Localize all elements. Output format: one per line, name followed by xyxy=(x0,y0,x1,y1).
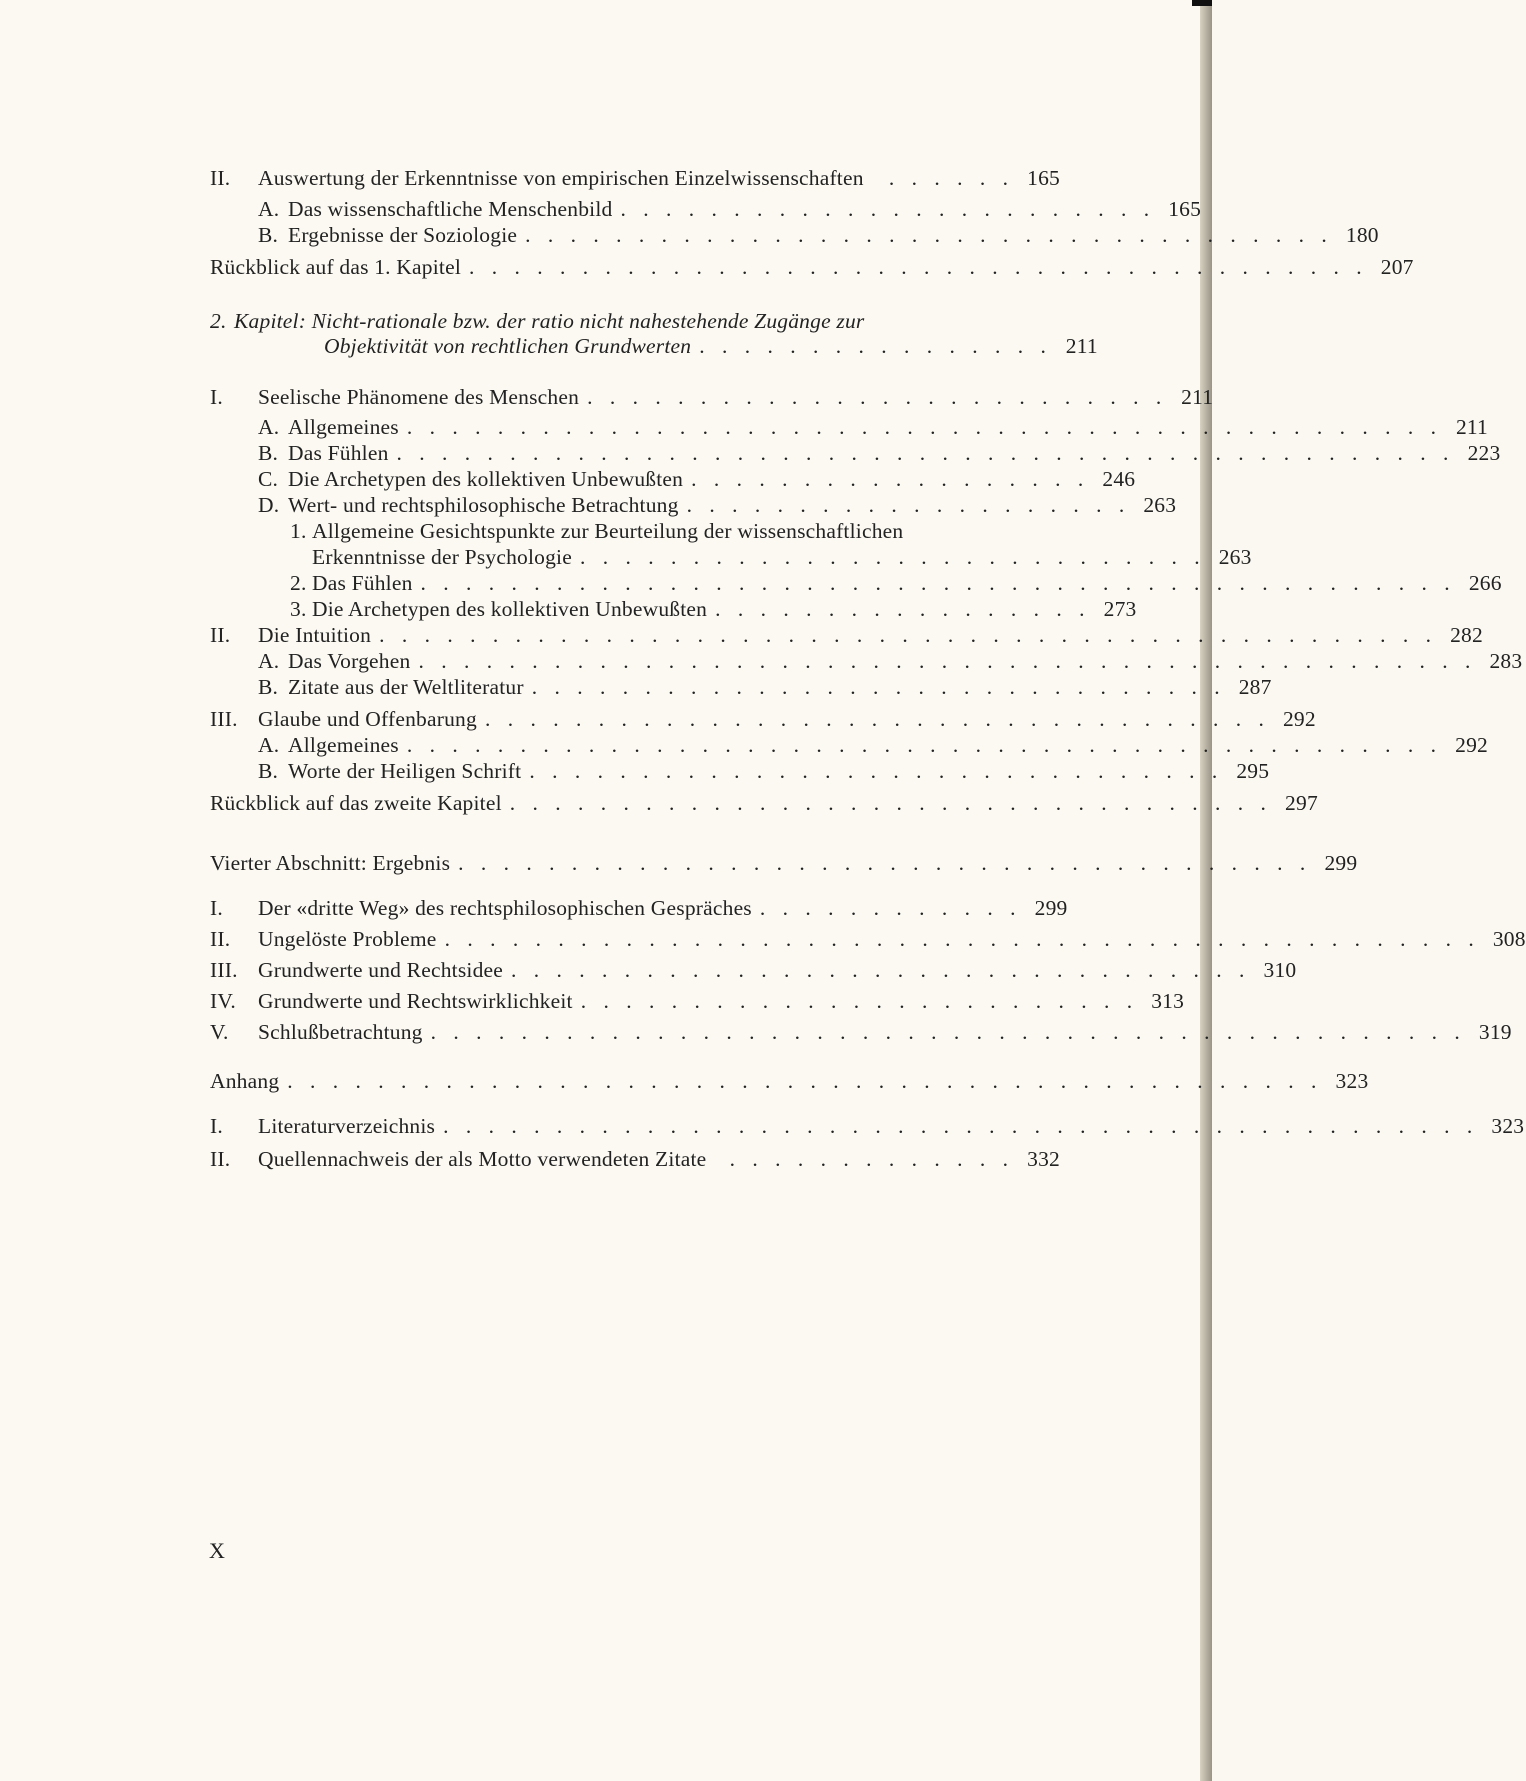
entry-page: 263 xyxy=(1143,493,1177,517)
leader-dots: . . . . . . . . . . . . . . . . . . . . . . . . . . . . . . . . . . xyxy=(509,791,1272,815)
entry-title: Ergebnisse der Soziologie xyxy=(288,223,518,247)
chapter-heading xyxy=(210,308,1060,334)
toc-entry xyxy=(210,622,1483,648)
entry-title: Schlußbetrachtung xyxy=(258,1020,423,1044)
entry-number: II. xyxy=(210,623,231,647)
toc-entry xyxy=(210,895,1068,921)
entry-page: 282 xyxy=(1450,623,1483,647)
entry-title: Grundwerte und Rechtsidee xyxy=(258,958,504,982)
entry-number: A. xyxy=(258,733,280,757)
entry-page: 165 xyxy=(1168,197,1202,221)
leader-dots: . . . . . . . . . . . . . . . . . . xyxy=(691,467,1090,491)
leader-dots: . . . . . . . . . . . . . . . . . . . . . . . . . . . . . . . . . . . . . . . . . . . . . . xyxy=(287,1069,1323,1093)
toc-entry-continued xyxy=(312,544,1252,570)
leader-dots: . . . . . . . . . . . . . . . . . . . . . . . . . . . . . . . . . . . . . . . . . . . . . . xyxy=(420,571,1456,595)
entry-page: 207 xyxy=(1380,255,1414,279)
entry-page: 299 xyxy=(1324,851,1358,875)
entry-number: II. xyxy=(210,1147,231,1171)
entry-number: V. xyxy=(210,1020,229,1044)
entry-page: 211 xyxy=(1065,334,1098,358)
leader-dots: . . . . . . . . . . . . . . . . . . . . . . . . . . . . . . . . . . . . . . . . . . . . . . xyxy=(444,927,1480,951)
leader-dots: . . . . . . . . . . . . . . . . . . . . . . . . . . . . . . . . . . . . . . . . . . . . . . xyxy=(406,733,1442,757)
entry-number: 2. xyxy=(290,571,307,595)
toc-entry xyxy=(258,648,1523,674)
toc-entry xyxy=(210,1113,1525,1139)
entry-title: Glaube und Offenbarung xyxy=(258,707,477,731)
entry-title: Ungelöste Probleme xyxy=(258,927,437,951)
entry-page: 299 xyxy=(1034,896,1068,920)
leader-dots: . . . . . . . . . . . . . . . . . . . . . . . . xyxy=(620,197,1156,221)
entry-page: 319 xyxy=(1478,1020,1512,1044)
leader-dots: . . . . . . . . . . . . . . . . . . . . . . . . . . . . . . . . . . . . . . . . . . . . . . xyxy=(430,1020,1466,1044)
entry-title: Auswertung der Erkenntnisse von empirischen Einzelwissenschaften xyxy=(258,166,864,190)
entry-page: 310 xyxy=(1263,958,1297,982)
leader-dots: . . . . . . . . . . . . . . . . . . . . . . . . . . . . . . . . . . . . . . xyxy=(458,851,1312,875)
toc-entry xyxy=(210,706,1316,732)
entry-page: 266 xyxy=(1468,571,1502,595)
leader-dots: . . . . . . . . . . . . . . . . . . . . . . . . . . . . . . . . . xyxy=(511,958,1251,982)
entry-title: Die Intuition xyxy=(258,623,372,647)
leader-dots: . . . . . . . . . . . . xyxy=(759,896,1022,920)
toc-entry xyxy=(210,790,1318,816)
entry-title: Allgemeine Gesichtspunkte zur Beurteilung der wissenschaftlichen xyxy=(312,519,904,543)
entry-number: III. xyxy=(210,707,238,731)
page-folio: X xyxy=(209,1538,225,1563)
entry-page: 287 xyxy=(1238,675,1272,699)
leader-dots: . . . . . . . . . . . . . . . . . . . . . . . . . . . . . . . . . . . xyxy=(484,707,1270,731)
entry-page: 308 xyxy=(1492,927,1526,951)
entry-page: 180 xyxy=(1345,223,1379,247)
toc-entry xyxy=(210,254,1414,280)
entry-title: Der «dritte Weg» des rechtsphilosophischen Gespräches xyxy=(258,896,752,920)
entry-page: 297 xyxy=(1285,791,1318,815)
entry-title: Seelische Phänomene des Menschen xyxy=(258,385,580,409)
toc-entry xyxy=(210,384,1214,410)
entry-page: 323 xyxy=(1335,1069,1369,1093)
toc-entry xyxy=(258,196,1202,222)
toc-entry xyxy=(290,518,1060,544)
entry-title: Rückblick auf das zweite Kapitel xyxy=(210,791,502,815)
entry-title: Wert- und rechtsphilosophische Betrachtung xyxy=(288,493,679,517)
entry-number: I. xyxy=(210,896,223,920)
entry-number: IV. xyxy=(210,989,236,1013)
entry-number: D. xyxy=(258,493,280,517)
entry-number: 1. xyxy=(290,519,307,543)
entry-number: II. xyxy=(210,927,231,951)
entry-page: 295 xyxy=(1236,759,1270,783)
entry-title: Erkenntnisse der Psychologie xyxy=(312,545,572,569)
leader-dots: . . . . . . . . . . . . . . . . . . . . xyxy=(686,493,1131,517)
toc-entry xyxy=(210,926,1526,952)
leader-dots: . . . . . . . . . . . . . . . . . . . . . . . . . . . . . . . . . . . . . . . . . . . . . . . xyxy=(379,623,1437,647)
section-heading xyxy=(210,1068,1369,1094)
entry-page: 223 xyxy=(1467,441,1501,465)
entry-page: 332 xyxy=(1027,1147,1060,1171)
toc-entry xyxy=(258,674,1272,700)
entry-title: Die Archetypen des kollektiven Unbewußten xyxy=(288,467,684,491)
entry-number: A. xyxy=(258,197,280,221)
toc-entry xyxy=(258,414,1488,440)
entry-title: Das Fühlen xyxy=(288,441,389,465)
entry-title: Objektivität von rechtlichen Grundwerten xyxy=(324,334,692,358)
entry-number: II. xyxy=(210,166,231,190)
entry-title: Quellennachweis der als Motto verwendeten Zitate xyxy=(258,1147,707,1171)
entry-page: 283 xyxy=(1489,649,1523,673)
entry-title: Das Vorgehen xyxy=(288,649,411,673)
toc-entry xyxy=(210,165,1060,191)
entry-title: Zitate aus der Weltliteratur xyxy=(288,675,524,699)
entry-title: Allgemeines xyxy=(288,415,399,439)
entry-title: Worte der Heiligen Schrift xyxy=(288,759,522,783)
leader-dots: . . . . . . . . . . . . . . . . . . . . . . . . . . xyxy=(587,385,1168,409)
entry-title: Die Archetypen des kollektiven Unbewußten xyxy=(312,597,708,621)
toc-entry xyxy=(210,957,1297,983)
section-heading xyxy=(210,850,1358,876)
leader-dots: . . . . . . . . . . . . . . . . . . . . . . . . . . . . . . . . . . . . . . . . . . . . . . . xyxy=(418,649,1477,673)
toc-entry xyxy=(210,1019,1512,1045)
entry-page: 246 xyxy=(1102,467,1136,491)
toc-entry xyxy=(210,1146,1060,1172)
entry-title: Das wissenschaftliche Menschenbild xyxy=(288,197,613,221)
toc-entry xyxy=(258,732,1488,758)
entry-number: 3. xyxy=(290,597,307,621)
entry-number: A. xyxy=(258,415,280,439)
toc-entry xyxy=(258,222,1379,248)
toc-entry xyxy=(258,492,1177,518)
entry-title: Vierter Abschnitt: Ergebnis xyxy=(210,851,451,875)
leader-dots: . . . . . . . . . . . . . xyxy=(729,1147,1014,1171)
leader-dots: . . . . . . . . . . . . . . . . . . . . . . . . . . . . . . . . . . . . . . . . . . . . . . . xyxy=(396,441,1455,465)
toc-entry xyxy=(258,466,1136,492)
entry-page: 292 xyxy=(1282,707,1316,731)
entry-title: Allgemeines xyxy=(288,733,399,757)
chapter-heading-continued xyxy=(324,333,1098,359)
leader-dots: . . . . . . . . . . . . . . . . . . . . . . . . . . . . . . . . . . . . . . . . xyxy=(469,255,1368,279)
entry-page: 263 xyxy=(1218,545,1252,569)
entry-number: B. xyxy=(258,223,279,247)
entry-number: I. xyxy=(210,1114,223,1138)
entry-number: B. xyxy=(258,675,279,699)
entry-page: 273 xyxy=(1103,597,1137,621)
toc-entry xyxy=(258,440,1501,466)
entry-page: 211 xyxy=(1455,415,1488,439)
toc-entry xyxy=(258,758,1270,784)
entry-number: A. xyxy=(258,649,280,673)
entry-number: 2. xyxy=(210,309,227,333)
leader-dots: . . . . . . . . . . . . . . . . . xyxy=(715,597,1091,621)
leader-dots: . . . . . . . . . . . . . . . . . . . . . . . . . . . . . . . . . . . . xyxy=(525,223,1333,247)
entry-title: Literaturverzeichnis xyxy=(258,1114,436,1138)
entry-title: Grundwerte und Rechtswirklichkeit xyxy=(258,989,573,1013)
leader-dots: . . . . . . . . . . . . . . . . . . . . . . . . . xyxy=(580,989,1139,1013)
entry-page: 165 xyxy=(1027,166,1060,190)
entry-title: Rückblick auf das 1. Kapitel xyxy=(210,255,461,279)
entry-title: Kapitel: Nicht-rationale bzw. der ratio nicht nahestehende Zugänge zur xyxy=(234,309,865,333)
scan-corner-mark xyxy=(1192,0,1212,6)
toc-entry xyxy=(290,570,1502,596)
toc-entry xyxy=(210,988,1185,1014)
entry-title: Das Fühlen xyxy=(312,571,413,595)
entry-number: B. xyxy=(258,441,279,465)
leader-dots: . . . . . . . . . . . . . . . . xyxy=(699,334,1052,358)
leader-dots: . . . . . . xyxy=(888,166,1014,190)
leader-dots: . . . . . . . . . . . . . . . . . . . . . . . . . . . . . . . . . . . . . . . . . . . . . . xyxy=(406,415,1442,439)
entry-title: Anhang xyxy=(210,1069,280,1093)
entry-page: 313 xyxy=(1151,989,1185,1013)
entry-number: C. xyxy=(258,467,279,491)
entry-page: 323 xyxy=(1491,1114,1525,1138)
entry-number: B. xyxy=(258,759,279,783)
leader-dots: . . . . . . . . . . . . . . . . . . . . . . . . . . . . . . . . . . . . . . . . . . . . . . xyxy=(443,1114,1479,1138)
entry-page: 211 xyxy=(1181,385,1214,409)
leader-dots: . . . . . . . . . . . . . . . . . . . . . . . . . . . . . . . xyxy=(531,675,1226,699)
entry-number: I. xyxy=(210,385,223,409)
entry-page: 292 xyxy=(1455,733,1488,757)
entry-number: III. xyxy=(210,958,238,982)
toc-entry xyxy=(290,596,1137,622)
leader-dots: . . . . . . . . . . . . . . . . . . . . . . . . . . . . . . . xyxy=(529,759,1224,783)
leader-dots: . . . . . . . . . . . . . . . . . . . . . . . . . . . . xyxy=(579,545,1206,569)
